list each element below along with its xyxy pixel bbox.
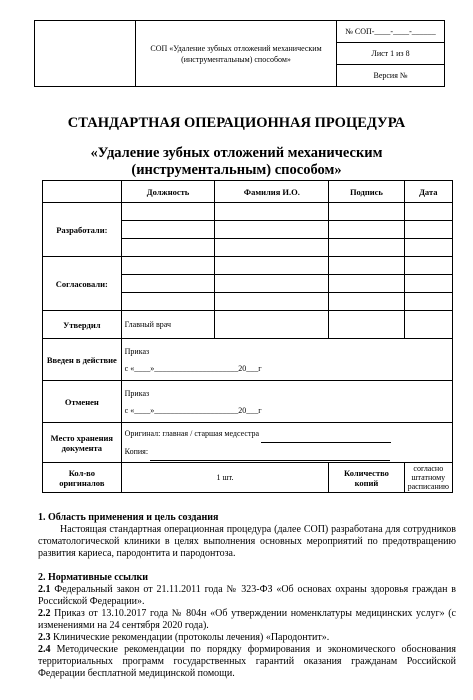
reference-2-4: 2.4 Методические рекомендации по порядку формирования и экономического обоснования территориальных программ государственных гарантий оказания гражданам Российской Федерации бесплатной медицинской помощи. xyxy=(38,644,456,679)
row-label-agreed: Согласовали: xyxy=(43,257,122,311)
cell xyxy=(215,221,329,239)
cell xyxy=(329,257,404,275)
row-label-introduced: Введен в действие xyxy=(43,339,122,381)
document-header xyxy=(34,20,445,87)
cell xyxy=(329,221,404,239)
cell xyxy=(404,203,452,221)
copies-count-label: Количество копий xyxy=(329,463,404,493)
reference-2-3: 2.3 Клинические рекомендации (протоколы лечения) «Пародонтит». xyxy=(38,632,330,643)
section-2 xyxy=(38,572,456,680)
col-header-date: Дата xyxy=(404,181,452,203)
row-label-approved: Утвердил xyxy=(43,311,122,339)
cell xyxy=(121,293,215,311)
cell xyxy=(215,203,329,221)
ref-number: 2.3 xyxy=(38,632,51,643)
ref-number: 2.4 xyxy=(38,644,51,655)
row-label-storage: Место хранения документа xyxy=(43,423,122,463)
storage-original: Оригинал: главная / старшая медсестра xyxy=(124,428,260,438)
approved-position: Главный врач xyxy=(121,311,215,339)
col-header-position: Должность xyxy=(121,181,215,203)
document-title: СТАНДАРТНАЯ ОПЕРАЦИОННАЯ ПРОЦЕДУРА xyxy=(67,115,406,131)
document-subtitle: «Удаление зубных отложений механическим (инструментальным) способом» xyxy=(90,145,383,178)
corner-cell xyxy=(43,181,122,203)
cancelled-order-label: Приказ xyxy=(124,388,150,398)
cancelled-order xyxy=(121,381,452,423)
cell xyxy=(121,203,215,221)
header-sop-title: СОП «Удаление зубных отложений механическим (инструментальным) способом» xyxy=(136,21,337,87)
cell xyxy=(215,257,329,275)
cell xyxy=(404,293,452,311)
row-label-cancelled: Отменен xyxy=(43,381,122,423)
cell xyxy=(121,257,215,275)
cell xyxy=(329,239,404,257)
cell xyxy=(215,275,329,293)
col-header-signature: Подпись xyxy=(329,181,404,203)
introduced-order xyxy=(121,339,452,381)
header-sop-number: № СОП-____-____-______ xyxy=(337,21,445,43)
approval-table xyxy=(42,180,453,493)
reference-2-2: 2.2 Приказ от 13.10.2017 года № 804н «Об утверждении номенклатуры медицинских услуг» (с изменениями на 24 сентября 2020 года). xyxy=(38,608,456,631)
cell xyxy=(329,203,404,221)
cell xyxy=(329,293,404,311)
originals-count-label: Кол-во оригиналов xyxy=(43,463,122,493)
cell xyxy=(404,257,452,275)
cell xyxy=(404,239,452,257)
storage-copies: Копия: xyxy=(124,446,149,456)
ref-number: 2.1 xyxy=(38,584,51,595)
introduced-order-date: с «____»_____________________20___г xyxy=(124,363,262,373)
originals-count: 1 шт. xyxy=(121,463,329,493)
section-1 xyxy=(38,512,456,560)
cell xyxy=(329,311,404,339)
section-1-title: 1. Область применения и цель создания xyxy=(38,512,219,523)
section-1-text: Настоящая стандартная операционная процедура (далее СОП) разработана для сотрудников стоматологической клиники в целях выполнения основных мероприятий по предотвращению развития кариеса, пародонтита и пародонтоза. xyxy=(38,524,456,559)
col-header-name: Фамилия И.О. xyxy=(215,181,329,203)
cell xyxy=(215,311,329,339)
cell xyxy=(404,275,452,293)
copies-count-value: согласно штатному расписанию xyxy=(404,463,452,493)
header-sheet: Лист 1 из 8 xyxy=(337,43,445,65)
header-blank-cell xyxy=(35,21,136,87)
row-label-developed: Разработали: xyxy=(43,203,122,257)
cell xyxy=(121,239,215,257)
cell xyxy=(404,221,452,239)
cell xyxy=(121,221,215,239)
section-2-title: 2. Нормативные ссылки xyxy=(38,572,149,583)
cell xyxy=(329,275,404,293)
cell xyxy=(121,275,215,293)
cell xyxy=(215,293,329,311)
ref-number: 2.2 xyxy=(38,608,51,619)
reference-2-1: 2.1 Федеральный закон от 21.11.2011 года № 323-ФЗ «Об основах охраны здоровья граждан в Российской Федерации». xyxy=(38,584,457,607)
cancelled-order-date: с «____»_____________________20___г xyxy=(124,405,262,415)
cell xyxy=(404,311,452,339)
introduced-order-label: Приказ xyxy=(124,346,150,356)
header-version: Версия № xyxy=(337,65,445,87)
storage-info xyxy=(121,423,452,463)
cell xyxy=(215,239,329,257)
